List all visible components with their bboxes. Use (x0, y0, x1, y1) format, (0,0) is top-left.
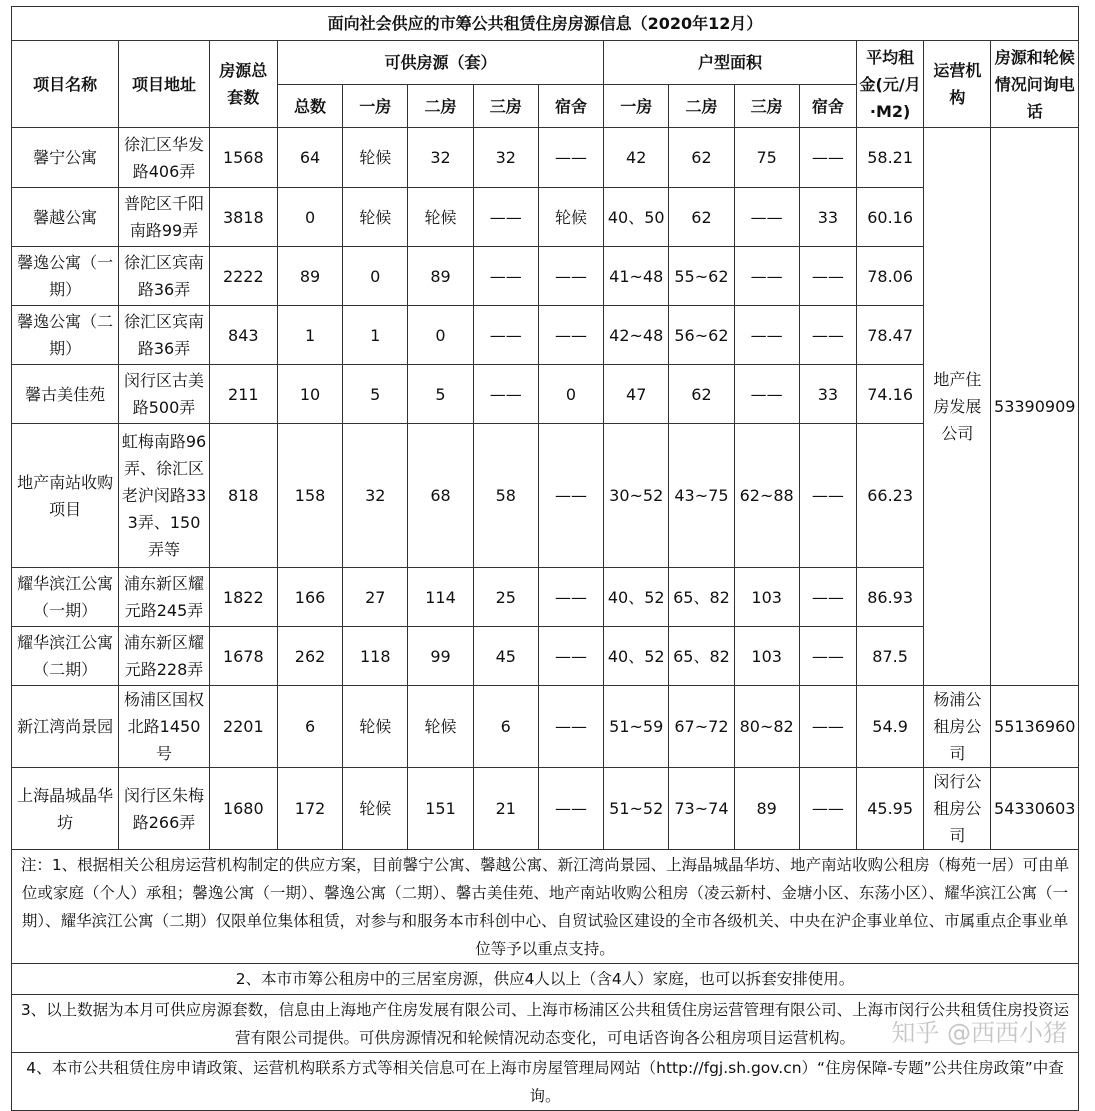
area-1room-cell: 51~59 (604, 686, 669, 768)
average-rent-cell: 66.23 (857, 424, 924, 568)
supply-2room-cell: 32 (408, 128, 473, 188)
phone-cell: 54330603 (991, 768, 1079, 850)
housing-table (11, 6, 1079, 1111)
project-address-cell: 杨浦区国权北路1450号 (119, 686, 209, 768)
supply-dorm-cell: —— (538, 768, 603, 850)
supply-dorm-cell: —— (538, 627, 603, 686)
supply-total-cell: 1 (277, 306, 342, 365)
area-2room-cell: 67~72 (669, 686, 734, 768)
note-text: 3、以上数据为本月可供应房源套数，信息由上海地产住房发展有限公司、上海市杨浦区公共租赁住房运营管理有限公司、上海市闵行公共租赁住房投资运营有限公司提供。可供房源情况和轮候情况动态变化，可电话咨询各公租房项目运营机构。 (12, 995, 1079, 1053)
supply-2room-cell: 68 (408, 424, 473, 568)
project-address-cell: 徐汇区华发路406弄 (119, 128, 209, 188)
header-available-supply: 可供房源（套） (277, 41, 603, 85)
header-supply-1room: 一房 (343, 85, 408, 128)
header-unit-area: 户型面积 (604, 41, 857, 85)
area-dorm-cell: —— (799, 627, 856, 686)
note-text: 2、本市市筹公租房中的三居室房源，供应4人以上（含4人）家庭，也可以拆套安排使用。 (12, 964, 1079, 995)
supply-1room-cell: 0 (343, 247, 408, 306)
supply-total-cell: 64 (277, 128, 342, 188)
project-name-cell: 上海晶城晶华坊 (12, 768, 119, 850)
supply-dorm-cell: —— (538, 568, 603, 627)
header-supply-total: 总数 (277, 85, 342, 128)
area-dorm-cell: —— (799, 686, 856, 768)
table-row (12, 306, 1079, 365)
project-name-cell: 耀华滨江公寓（二期） (12, 627, 119, 686)
project-address-cell: 徐汇区宾南路36弄 (119, 306, 209, 365)
area-1room-cell: 51~52 (604, 768, 669, 850)
area-2room-cell: 62 (669, 188, 734, 247)
area-dorm-cell: —— (799, 306, 856, 365)
table-row (12, 424, 1079, 568)
area-1room-cell: 47 (604, 365, 669, 424)
average-rent-cell: 78.06 (857, 247, 924, 306)
project-address-cell: 徐汇区宾南路36弄 (119, 247, 209, 306)
table-title: 面向社会供应的市筹公共租赁住房房源信息（2020年12月） (12, 7, 1079, 41)
area-2room-cell: 62 (669, 365, 734, 424)
total-units-cell: 1822 (209, 568, 277, 627)
area-2room-cell: 62 (669, 128, 734, 188)
area-3room-cell: 89 (734, 768, 799, 850)
supply-dorm-cell: —— (538, 247, 603, 306)
supply-dorm-cell: 0 (538, 365, 603, 424)
total-units-cell: 1680 (209, 768, 277, 850)
average-rent-cell: 45.95 (857, 768, 924, 850)
header-supply-dorm: 宿舍 (538, 85, 603, 128)
total-units-cell: 843 (209, 306, 277, 365)
area-2room-cell: 65、82 (669, 627, 734, 686)
supply-2room-cell: 114 (408, 568, 473, 627)
project-name-cell: 新江湾尚景园 (12, 686, 119, 768)
table-row (12, 188, 1079, 247)
project-name-cell: 耀华滨江公寓（一期） (12, 568, 119, 627)
area-3room-cell: —— (734, 247, 799, 306)
average-rent-cell: 74.16 (857, 365, 924, 424)
note-row (12, 850, 1079, 964)
supply-3room-cell: 21 (473, 768, 538, 850)
total-units-cell: 3818 (209, 188, 277, 247)
table-row (12, 247, 1079, 306)
supply-2room-cell: 0 (408, 306, 473, 365)
total-units-cell: 2201 (209, 686, 277, 768)
supply-3room-cell: —— (473, 247, 538, 306)
supply-2room-cell: 99 (408, 627, 473, 686)
area-dorm-cell: 33 (799, 188, 856, 247)
supply-total-cell: 6 (277, 686, 342, 768)
supply-dorm-cell: 轮候 (538, 188, 603, 247)
header-operator: 运营机构 (924, 41, 991, 128)
supply-1room-cell: 轮候 (343, 686, 408, 768)
supply-dorm-cell: —— (538, 686, 603, 768)
phone-cell: 55136960 (991, 686, 1079, 768)
header-supply-3room: 三房 (473, 85, 538, 128)
supply-1room-cell: 轮候 (343, 128, 408, 188)
header-area-2room: 二房 (669, 85, 734, 128)
area-2room-cell: 55~62 (669, 247, 734, 306)
average-rent-cell: 86.93 (857, 568, 924, 627)
area-1room-cell: 40、50 (604, 188, 669, 247)
area-3room-cell: 75 (734, 128, 799, 188)
phone-cell: 53390909 (991, 128, 1079, 686)
note-row (12, 964, 1079, 995)
project-address-cell: 浦东新区耀元路245弄 (119, 568, 209, 627)
area-3room-cell: —— (734, 365, 799, 424)
area-2room-cell: 56~62 (669, 306, 734, 365)
project-address-cell: 闵行区古美路500弄 (119, 365, 209, 424)
area-3room-cell: —— (734, 188, 799, 247)
header-total-units: 房源总套数 (209, 41, 277, 128)
supply-3room-cell: —— (473, 365, 538, 424)
average-rent-cell: 54.9 (857, 686, 924, 768)
project-name-cell: 馨逸公寓（二期） (12, 306, 119, 365)
supply-2room-cell: 89 (408, 247, 473, 306)
supply-total-cell: 0 (277, 188, 342, 247)
table-row (12, 128, 1079, 188)
supply-dorm-cell: —— (538, 306, 603, 365)
supply-1room-cell: 27 (343, 568, 408, 627)
table-row (12, 627, 1079, 686)
area-1room-cell: 42~48 (604, 306, 669, 365)
area-dorm-cell: —— (799, 568, 856, 627)
operator-cell: 闵行公租房公司 (924, 768, 991, 850)
header-project-name: 项目名称 (12, 41, 119, 128)
note-text: 注：1、根据相关公租房运营机构制定的供应方案，目前馨宁公寓、馨越公寓、新江湾尚景园、上海晶城晶华坊、地产南站收购公租房（梅苑一居）可由单位或家庭（个人）承租；馨逸公寓（一期）、馨逸公寓（二期）、馨古美佳苑、地产南站收购公租房（凌云新村、金塘小区、东荡小区）、耀华滨江公寓（一期）、耀华滨江公寓（二期）仅限单位集体租赁，对参与和服务本市科创中心、自贸试验区建设的全市各级机关、中央在沪企事业单位、市属重点企事业单位等予以重点支持。 (12, 850, 1079, 964)
project-name-cell: 馨古美佳苑 (12, 365, 119, 424)
area-3room-cell: 103 (734, 627, 799, 686)
supply-2room-cell: 151 (408, 768, 473, 850)
operator-cell: 地产住房发展公司 (924, 128, 991, 686)
area-dorm-cell: —— (799, 128, 856, 188)
table-row (12, 568, 1079, 627)
supply-1room-cell: 1 (343, 306, 408, 365)
area-2room-cell: 65、82 (669, 568, 734, 627)
supply-total-cell: 166 (277, 568, 342, 627)
supply-3room-cell: 6 (473, 686, 538, 768)
area-3room-cell: —— (734, 306, 799, 365)
header-area-dorm: 宿舍 (799, 85, 856, 128)
table-row (12, 365, 1079, 424)
average-rent-cell: 60.16 (857, 188, 924, 247)
note-text: 4、本市公共租赁住房申请政策、运营机构联系方式等相关信息可在上海市房屋管理局网站（http://fgj.sh.gov.cn）“住房保障-专题”公共住房政策”中查询。 (12, 1053, 1079, 1111)
area-dorm-cell: —— (799, 424, 856, 568)
project-address-cell: 闵行区朱梅路266弄 (119, 768, 209, 850)
average-rent-cell: 87.5 (857, 627, 924, 686)
supply-1room-cell: 轮候 (343, 768, 408, 850)
area-1room-cell: 40、52 (604, 627, 669, 686)
area-1room-cell: 41~48 (604, 247, 669, 306)
total-units-cell: 1678 (209, 627, 277, 686)
project-address-cell: 浦东新区耀元路228弄 (119, 627, 209, 686)
total-units-cell: 211 (209, 365, 277, 424)
area-2room-cell: 73~74 (669, 768, 734, 850)
supply-3room-cell: 58 (473, 424, 538, 568)
note-row (12, 995, 1079, 1053)
header-project-address: 项目地址 (119, 41, 209, 128)
total-units-cell: 818 (209, 424, 277, 568)
operator-cell: 杨浦公租房公司 (924, 686, 991, 768)
area-3room-cell: 103 (734, 568, 799, 627)
header-supply-2room: 二房 (408, 85, 473, 128)
project-name-cell: 馨越公寓 (12, 188, 119, 247)
total-units-cell: 1568 (209, 128, 277, 188)
supply-1room-cell: 5 (343, 365, 408, 424)
area-dorm-cell: —— (799, 768, 856, 850)
housing-table-container (11, 6, 1079, 1111)
supply-total-cell: 262 (277, 627, 342, 686)
total-units-cell: 2222 (209, 247, 277, 306)
area-1room-cell: 42 (604, 128, 669, 188)
supply-2room-cell: 轮候 (408, 188, 473, 247)
supply-total-cell: 172 (277, 768, 342, 850)
supply-1room-cell: 轮候 (343, 188, 408, 247)
area-dorm-cell: 33 (799, 365, 856, 424)
watermark: 知乎 @西西小猪 (891, 1013, 1067, 1048)
supply-1room-cell: 32 (343, 424, 408, 568)
area-3room-cell: 62~88 (734, 424, 799, 568)
table-row (12, 686, 1079, 768)
header-area-3room: 三房 (734, 85, 799, 128)
supply-3room-cell: —— (473, 188, 538, 247)
project-name-cell: 馨宁公寓 (12, 128, 119, 188)
header-inquiry-phone: 房源和轮候情况问询电话 (991, 41, 1079, 128)
supply-total-cell: 89 (277, 247, 342, 306)
project-address-cell: 虹梅南路96弄、徐汇区老沪闵路333弄、150弄等 (119, 424, 209, 568)
average-rent-cell: 78.47 (857, 306, 924, 365)
header-area-1room: 一房 (604, 85, 669, 128)
supply-1room-cell: 118 (343, 627, 408, 686)
supply-2room-cell: 5 (408, 365, 473, 424)
header-average-rent: 平均租金(元/月·M2) (857, 41, 924, 128)
supply-3room-cell: 32 (473, 128, 538, 188)
area-dorm-cell: —— (799, 247, 856, 306)
area-1room-cell: 30~52 (604, 424, 669, 568)
area-1room-cell: 40、52 (604, 568, 669, 627)
area-2room-cell: 43~75 (669, 424, 734, 568)
supply-total-cell: 10 (277, 365, 342, 424)
supply-dorm-cell: —— (538, 424, 603, 568)
supply-2room-cell: 轮候 (408, 686, 473, 768)
area-3room-cell: 80~82 (734, 686, 799, 768)
table-row (12, 768, 1079, 850)
supply-3room-cell: 45 (473, 627, 538, 686)
supply-total-cell: 158 (277, 424, 342, 568)
average-rent-cell: 58.21 (857, 128, 924, 188)
project-name-cell: 地产南站收购项目 (12, 424, 119, 568)
supply-dorm-cell: —— (538, 128, 603, 188)
note-row (12, 1053, 1079, 1111)
project-name-cell: 馨逸公寓（一期） (12, 247, 119, 306)
supply-3room-cell: 25 (473, 568, 538, 627)
supply-3room-cell: —— (473, 306, 538, 365)
project-address-cell: 普陀区千阳南路99弄 (119, 188, 209, 247)
